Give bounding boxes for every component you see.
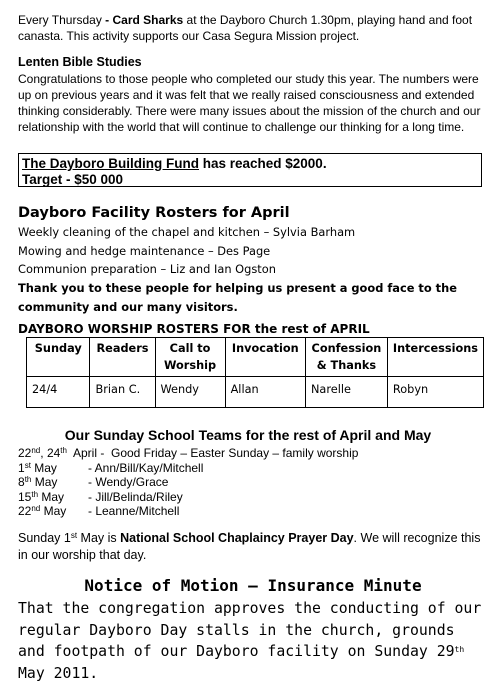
date-day: 22 <box>18 446 32 460</box>
motion-text: That the congregation approves the conducting of our regular Dayboro Day stalls in the church, grounds and footpath of our Dayboro facility on Sunday 29 <box>18 600 482 660</box>
column-header: Invocation <box>225 338 305 377</box>
date-day: 22 <box>18 504 32 518</box>
date-suffix: th <box>24 475 32 484</box>
list-item <box>18 461 488 476</box>
card-sharks-rest: at the Dayboro Church 1.30pm, playing hand and foot canasta. This activity supports our Casa Segura Mission project. <box>18 13 473 43</box>
date-suffix: th <box>31 489 39 499</box>
date-suffix: th <box>454 645 465 654</box>
building-fund-target: Target - $50 000 <box>22 172 124 187</box>
building-fund-title: The Dayboro Building Fund <box>22 156 199 171</box>
facility-line: Communion preparation – Liz and Ian Ogston <box>18 262 276 277</box>
date-day: 24 <box>46 446 61 460</box>
building-fund-amount: has reached $2000. <box>198 156 327 171</box>
date-month: May <box>38 489 65 504</box>
table-row <box>27 377 484 408</box>
building-fund-box <box>18 153 482 187</box>
facility-line: Weekly cleaning of the chapel and kitchen – Sylvia Barham <box>18 225 356 239</box>
date-month: May <box>40 504 67 518</box>
motion-body <box>18 598 488 684</box>
date-day: 15 <box>18 489 32 504</box>
card-sharks-notice <box>18 12 488 44</box>
chaplaincy-day-name: National School Chaplaincy Prayer Day <box>120 531 354 545</box>
date-suffix: th <box>60 446 67 455</box>
motion-heading: Notice of Motion – Insurance Minute <box>84 576 422 595</box>
date-day: 8 <box>18 475 25 489</box>
column-header: Readers <box>90 338 155 377</box>
team-names: - Jill/Belinda/Riley <box>88 489 183 504</box>
facility-rosters-section <box>18 203 488 317</box>
date-suffix: nd <box>31 504 41 513</box>
table-cell: Allan <box>225 377 305 408</box>
facility-heading: Dayboro Facility Rosters for April <box>18 205 290 221</box>
chaplaincy-rest: . We will recognize this in our worship that day. <box>18 531 481 562</box>
date-separator: , <box>40 446 47 460</box>
lenten-heading: Lenten Bible Studies <box>18 55 142 69</box>
sunday-school-section <box>18 427 488 519</box>
chaplaincy-mid: May is <box>77 531 121 545</box>
list-item <box>18 475 488 490</box>
sunday-school-heading: Our Sunday School Teams for the rest of April and May <box>64 427 432 443</box>
team-names: - Leanne/Mitchell <box>88 504 180 518</box>
table-cell: 24/4 <box>27 377 90 408</box>
date-month: May <box>30 460 57 475</box>
date-suffix: st <box>70 531 78 540</box>
card-sharks-bold: - Card Sharks <box>105 13 184 27</box>
table-cell: Robyn <box>387 377 483 408</box>
easter-line <box>18 446 488 461</box>
date-suffix: nd <box>31 446 41 455</box>
card-sharks-lead: Every Thursday <box>18 13 106 27</box>
table-cell: Narelle <box>305 377 387 408</box>
chaplaincy-lead: Sunday 1 <box>18 531 71 545</box>
worship-roster-title: DAYBORO WORSHIP ROSTERS FOR the rest of APRIL <box>18 322 370 336</box>
column-header: Call to Worship <box>155 338 225 377</box>
column-header: Sunday <box>27 338 90 377</box>
easter-text: April - Good Friday – Easter Sunday – family worship <box>66 446 359 460</box>
table-cell: Wendy <box>155 377 225 408</box>
team-names: - Ann/Bill/Kay/Mitchell <box>88 460 204 475</box>
worship-roster-table <box>26 337 484 408</box>
list-item <box>18 490 488 505</box>
column-header: Intercessions <box>387 338 483 377</box>
team-names: - Wendy/Grace <box>88 475 169 489</box>
facility-line: Mowing and hedge maintenance – Des Page <box>18 243 271 258</box>
column-header: Confession & Thanks <box>305 338 387 377</box>
table-header-row <box>27 338 484 377</box>
date-month: May <box>31 475 58 489</box>
table-cell: Brian C. <box>90 377 155 408</box>
date-day: 1 <box>18 460 25 475</box>
chaplaincy-notice <box>18 530 488 564</box>
date-suffix: st <box>24 460 31 470</box>
lenten-section <box>18 54 486 135</box>
list-item <box>18 504 488 519</box>
motion-end: May 2011. <box>18 664 99 682</box>
facility-thanks: Thank you to these people for helping us present a good face to the community and our many visitors. <box>18 281 457 314</box>
lenten-body: Congratulations to those people who completed our study this year. The numbers were up on previous years and it was felt that we really raised consciousness and extended thinking considerably. There were many issues about the mission of the church and our relationship with the world that will continue to challenge our thinking for a long time. <box>18 72 481 134</box>
notice-of-motion-section <box>18 576 488 684</box>
